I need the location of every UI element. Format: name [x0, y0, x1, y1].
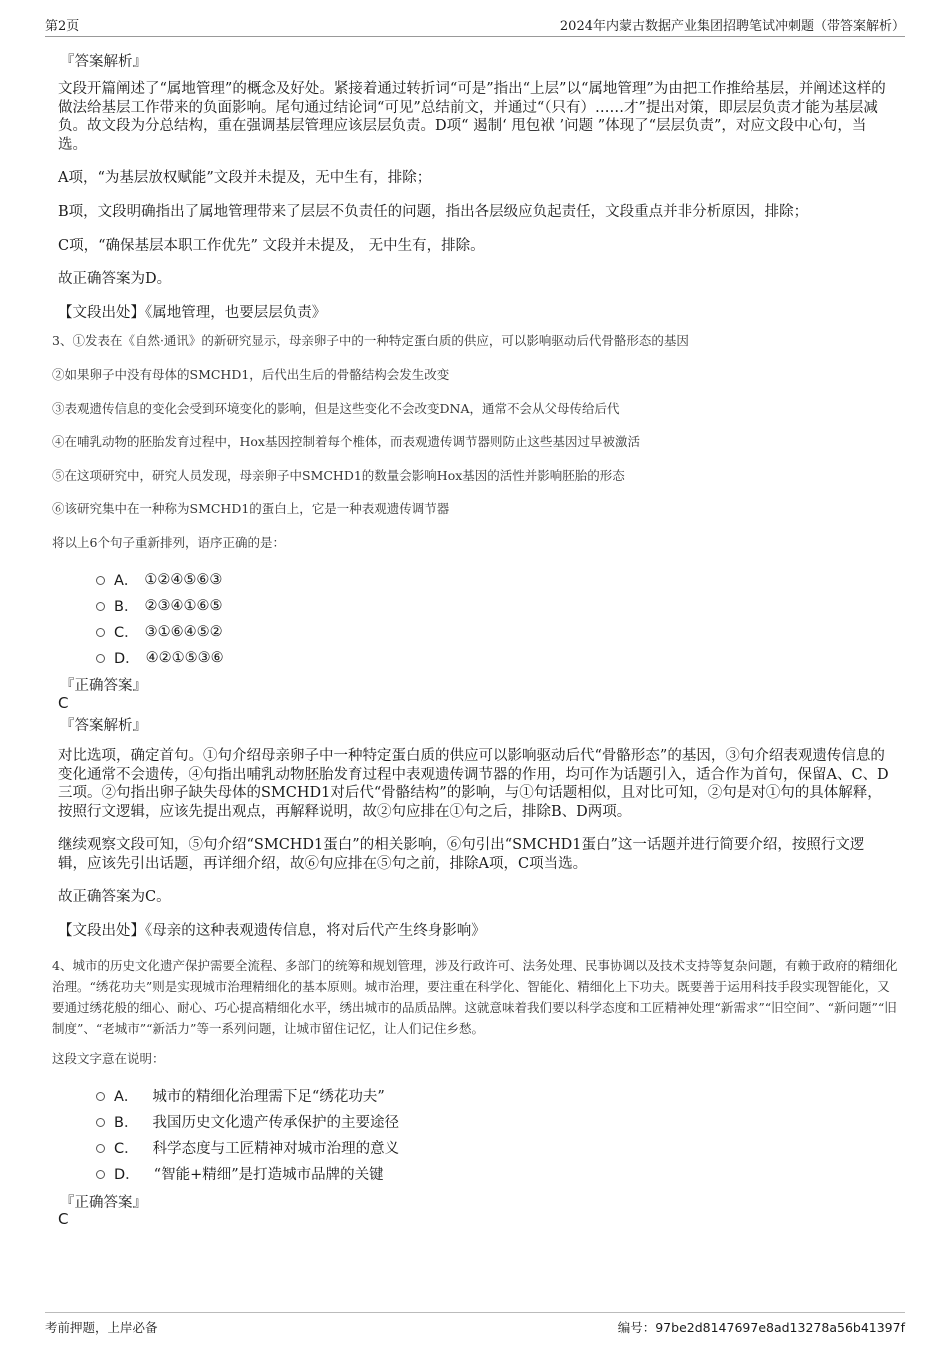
q3-sentence-2: ②如果卵子中没有母体的SMCHD1，后代出生后的骨骼结构会发生改变 [52, 367, 450, 382]
option-text: ④②①⑤③⑥ [145, 649, 224, 666]
q3-answer-label: 『正确答案』 [60, 678, 147, 694]
q2-analysis-paragraph-3: B项，文段明确指出了属地管理带来了层层不负责任的问题，指出各层级应负起责任，文段重点并非分析原因，排除； [58, 204, 809, 220]
page-header [45, 14, 905, 37]
radio-icon[interactable] [96, 1092, 105, 1101]
q3-option-d[interactable]: D． ④②①⑤③⑥ [96, 647, 224, 668]
page-number: 第2页 [45, 19, 80, 34]
q3-option-c[interactable]: C． ③①⑥④⑤② [96, 621, 223, 642]
q3-sentence-4: ④在哺乳动物的胚胎发育过程中，Hox基因控制着每个椎体，而表观遗传调节器则防止这些基因过早被激活 [52, 434, 640, 449]
option-text: ②③④①⑥⑤ [144, 597, 223, 614]
q3-option-b[interactable]: B． ②③④①⑥⑤ [96, 595, 222, 616]
document-code [618, 1318, 905, 1336]
q4-prompt: 这段文字意在说明： [52, 1051, 165, 1066]
q3-sentence-5: ⑤在这项研究中，研究人员发现，母亲卵子中SMCHD1的数量会影响Hox基因的活性并影响胚胎的形态 [52, 468, 625, 483]
document-code-value: 97be2d8147697e8ad13278a56b41397f [655, 1320, 905, 1335]
option-text: 科学态度与工匠精神对城市治理的意义 [152, 1141, 400, 1157]
q3-option-a[interactable]: A． ①②④⑤⑥③ [96, 569, 222, 590]
document-title: 2024年内蒙古数据产业集团招聘笔试冲刺题（带答案解析） [559, 19, 905, 34]
document-code-label: 编号： [617, 1320, 656, 1335]
q2-source: 【文段出处】《属地管理，也要层层负责》 [58, 305, 327, 321]
q3-source: 【文段出处】《母亲的这种表观遗传信息，将对后代产生终身影响》 [58, 923, 486, 939]
q3-sentence-3: ③表观遗传信息的变化会受到环境变化的影响，但是这些变化不会改变DNA，通常不会从父母传给后代 [52, 401, 620, 416]
q4-option-c[interactable]: C． 科学态度与工匠精神对城市治理的意义 [96, 1137, 399, 1158]
radio-icon[interactable] [96, 576, 105, 585]
q4-option-d[interactable]: D． “智能+精细”是打造城市品牌的关键 [96, 1163, 384, 1184]
q4-option-b[interactable]: B． 我国历史文化遗产传承保护的主要途径 [96, 1111, 399, 1132]
q3-analysis-label: 『答案解析』 [60, 718, 147, 734]
footer-slogan: 考前押题，上岸必备 [45, 1320, 158, 1335]
q3-answer: C [58, 694, 69, 712]
q4-option-a[interactable]: A． 城市的精细化治理需下足“绣花功夫” [96, 1085, 385, 1106]
option-text: 城市的精细化治理需下足“绣花功夫” [152, 1089, 385, 1105]
q3-analysis-paragraph-2: 继续观察文段可知，⑤句介绍“SMCHD1蛋白”的相关影响，⑥句引出“SMCHD1蛋白”这一话题并进行简要介绍，按照行文逻辑，应该先引出话题，再详细介绍，故⑥句应排在⑤句之前，排除A项，C项当选。 [58, 837, 865, 872]
q2-analysis-paragraph-1: 文段开篇阐述了“属地管理”的概念及好处。紧接着通过转折词“可是”指出“上层”以“属地管理”为由把工作推给基层，并阐述这样的做法给基层工作带来的负面影响。尾句通过结论词“可见”总结前文，并通过“（只有）……才”提出对策，即层层负责才能为基层减负。故文段为分总结构，重在强调基层管理应该层层负责。D项“ 遏制‘ 甩包袱 ’问题 ”体现了“层层负责”，对应文段中心句，当选。 [58, 81, 886, 153]
option-text: ①②④⑤⑥③ [144, 571, 223, 588]
option-text: “智能+精细”是打造城市品牌的关键 [153, 1167, 384, 1183]
radio-icon[interactable] [96, 628, 105, 637]
q2-analysis-paragraph-4: C项，“确保基层本职工作优先” 文段并未提及， 无中生有，排除。 [58, 238, 485, 254]
option-text: 我国历史文化遗产传承保护的主要途径 [152, 1115, 399, 1131]
radio-icon[interactable] [96, 1144, 105, 1153]
q3-sentence-6: ⑥该研究集中在一种称为SMCHD1的蛋白上，它是一种表观遗传调节器 [52, 501, 450, 516]
page-footer [45, 1312, 905, 1338]
q3-sentence-1: 3、①发表在《自然·通讯》的新研究显示，母亲卵子中的一种特定蛋白质的供应，可以影响驱动后代骨骼形态的基因 [52, 333, 689, 348]
q4-answer-label: 『正确答案』 [60, 1195, 147, 1211]
q2-analysis-paragraph-2: A项，“为基层放权赋能”文段并未提及，无中生有，排除； [58, 170, 432, 186]
q2-analysis-label: 『答案解析』 [60, 54, 147, 70]
q3-prompt: 将以上6个句子重新排列，语序正确的是： [52, 535, 285, 550]
option-text: ③①⑥④⑤② [144, 623, 223, 640]
q2-analysis-paragraph-5: 故正确答案为D。 [58, 271, 172, 287]
q3-analysis-paragraph-3: 故正确答案为C。 [58, 889, 171, 905]
q4-stem: 4、城市的历史文化遗产保护需要全流程、多部门的统筹和规划管理，涉及行政许可、法务处理、民事协调以及技术支持等复杂问题，有赖于政府的精细化治理。“绣花功夫”则是实现城市治理精细化的基本原则。城市治理，要注重在科学化、智能化、精细化上下功夫。既要善于运用科技手段实现智能化，又要通过绣花般的细心、耐心、巧心提高精细化水平，绣出城市的品质品牌。这就意味着我们要以科学态度和工匠精神处理“新需求”“旧空间”、“新问题”“旧制度”、“老城市”“新活力”等一系列问题，让城市留住记忆，让人们记住乡愁。 [52, 958, 898, 1036]
q4-answer: C [58, 1210, 69, 1228]
radio-icon[interactable] [96, 1170, 105, 1179]
radio-icon[interactable] [96, 602, 105, 611]
radio-icon[interactable] [96, 1118, 105, 1127]
q3-analysis-paragraph-1: 对比选项，确定首句。①句介绍母亲卵子中一种特定蛋白质的供应可以影响驱动后代“骨骼形态”的基因，③句介绍表观遗传信息的变化通常不会遗传，④句指出哺乳动物胚胎发育过程中表观遗传调节器的作用，均可作为话题引入，适合作为首句，保留A、C、D三项。②句指出卵子缺失母体的SMCHD1对后代“骨骼结构”的影响，与①句话题相似，且对比可知，②句是对①句的具体解释，按照行文逻辑，应该先提出观点，再解释说明，故②句应排在①句之后，排除B、D两项。 [58, 748, 889, 820]
radio-icon[interactable] [96, 654, 105, 663]
